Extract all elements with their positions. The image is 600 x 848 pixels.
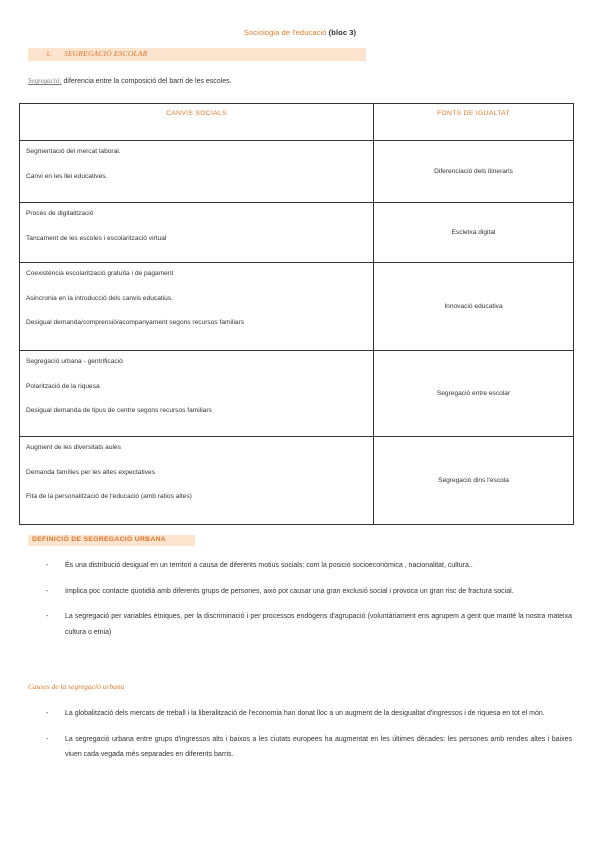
cause-item: Augment de les diversitats aules xyxy=(26,444,121,451)
table-header-row xyxy=(20,104,574,141)
definition-term: Segregació: xyxy=(28,77,62,85)
definition-text: diferencia entre la composició del barri de les escoles. xyxy=(61,78,232,85)
list-item-text: La segregació per variables ètniques, per la discriminació i per processos endògens d'agrupació (voluntàriament ens agrupem a gent que manté la nostra mateixa cultura o etnia) xyxy=(65,613,572,636)
cause-item: Segmentació del mercat laboral. xyxy=(26,148,121,155)
causes-cell xyxy=(20,141,374,203)
effect-cell: Segregació entre escolar xyxy=(374,351,574,437)
segregation-definition xyxy=(28,77,232,85)
list-item xyxy=(46,584,572,600)
list-item xyxy=(46,706,572,722)
cause-item: Procés de digitalització xyxy=(26,210,94,217)
table-row xyxy=(20,263,574,351)
causes-list xyxy=(46,706,572,773)
list-item-text: És una distribució desigual en un territori a causa de diferents motius socials: com la posició socioeconòmica , nacionalitat, cultura.. xyxy=(65,562,473,569)
cause-item: Segregació urbana - gentrificació xyxy=(26,358,123,365)
table-row xyxy=(20,351,574,437)
causes-cell xyxy=(20,263,374,351)
list-item xyxy=(46,558,572,574)
list-item-text: La segregació urbana entre grups d'ingressos alts i baixos a les ciutats europees ha augmentat en les últimes dècades: les persones amb rendes altes i baixes viuen cada vegada més separades en diferents barris. xyxy=(65,735,572,758)
section-heading xyxy=(46,49,147,58)
column-header-equality-sources: FONTS DE IGUALTAT xyxy=(374,104,574,141)
effect-cell: Innovació educativa xyxy=(374,263,574,351)
cause-item: Asincronia en la introducció dels canvis educatius. xyxy=(26,294,173,302)
dash-bullet: - xyxy=(46,562,49,569)
effect-cell: Diferenciació dels itineraris xyxy=(374,141,574,203)
cause-item: Canvi en les llei educatives. xyxy=(26,172,108,180)
page-title xyxy=(0,28,600,37)
table-row xyxy=(20,141,574,203)
dash-bullet: - xyxy=(46,710,49,717)
causes-heading: Causes de la segregació urbana xyxy=(28,682,125,691)
effect-cell: Segregació dins l'escola xyxy=(374,437,574,525)
dash-bullet: - xyxy=(46,587,49,595)
cause-item: Desigual demanda/comprensió/acompanyament segons recursos familiars xyxy=(26,319,245,326)
cause-item: Coexistència escolarització gratuïta i de pagament xyxy=(26,270,174,277)
list-item-text: Implica poc contacte quotidià amb diferents grups de persones, això pot causar una gran exclusió social i provoca un gran risc de fractura social. xyxy=(65,587,514,595)
list-item xyxy=(46,732,572,763)
causes-cell xyxy=(20,203,374,263)
causes-cell xyxy=(20,351,374,437)
cause-item: Polarització de la riquesa xyxy=(26,382,100,390)
page-title-bloc: (bloc 3) xyxy=(328,28,357,37)
column-header-social-changes: CANVIS SOCIALS xyxy=(20,104,374,141)
cause-item: Desigual demanda de tipus de centre segons recursos familiars xyxy=(26,407,212,414)
effect-cell: Escletxa digital xyxy=(374,203,574,263)
urban-segregation-heading: DEFINICIÓ DE SEGREGACIÓ URBANA xyxy=(32,536,166,543)
cause-item: Fita de la personalització de l'educació (amb ratios altes) xyxy=(26,493,192,500)
page-title-text: Sociologia de l'educació xyxy=(243,28,327,37)
cause-item: Demanda famílies per les altes expectatives xyxy=(26,468,156,476)
urban-definition-list xyxy=(46,558,572,650)
causes-cell xyxy=(20,437,374,525)
list-item xyxy=(46,609,572,640)
cause-item: Tancament de les escoles i escolarització virtual xyxy=(26,234,167,242)
section-title: SEGREGACIÓ ESCOLAR xyxy=(64,49,148,58)
social-changes-table xyxy=(19,103,574,525)
dash-bullet: - xyxy=(46,735,49,743)
table-row xyxy=(20,437,574,525)
table-row xyxy=(20,203,574,263)
list-item-text: La globalització dels mercats de treball i la liberalització de l'economia han donat lloc a un augment de la desigualtat d'ingressos i de riquesa en tot el món. xyxy=(65,710,545,717)
dash-bullet: - xyxy=(46,613,49,620)
section-number: 1. xyxy=(46,49,53,58)
